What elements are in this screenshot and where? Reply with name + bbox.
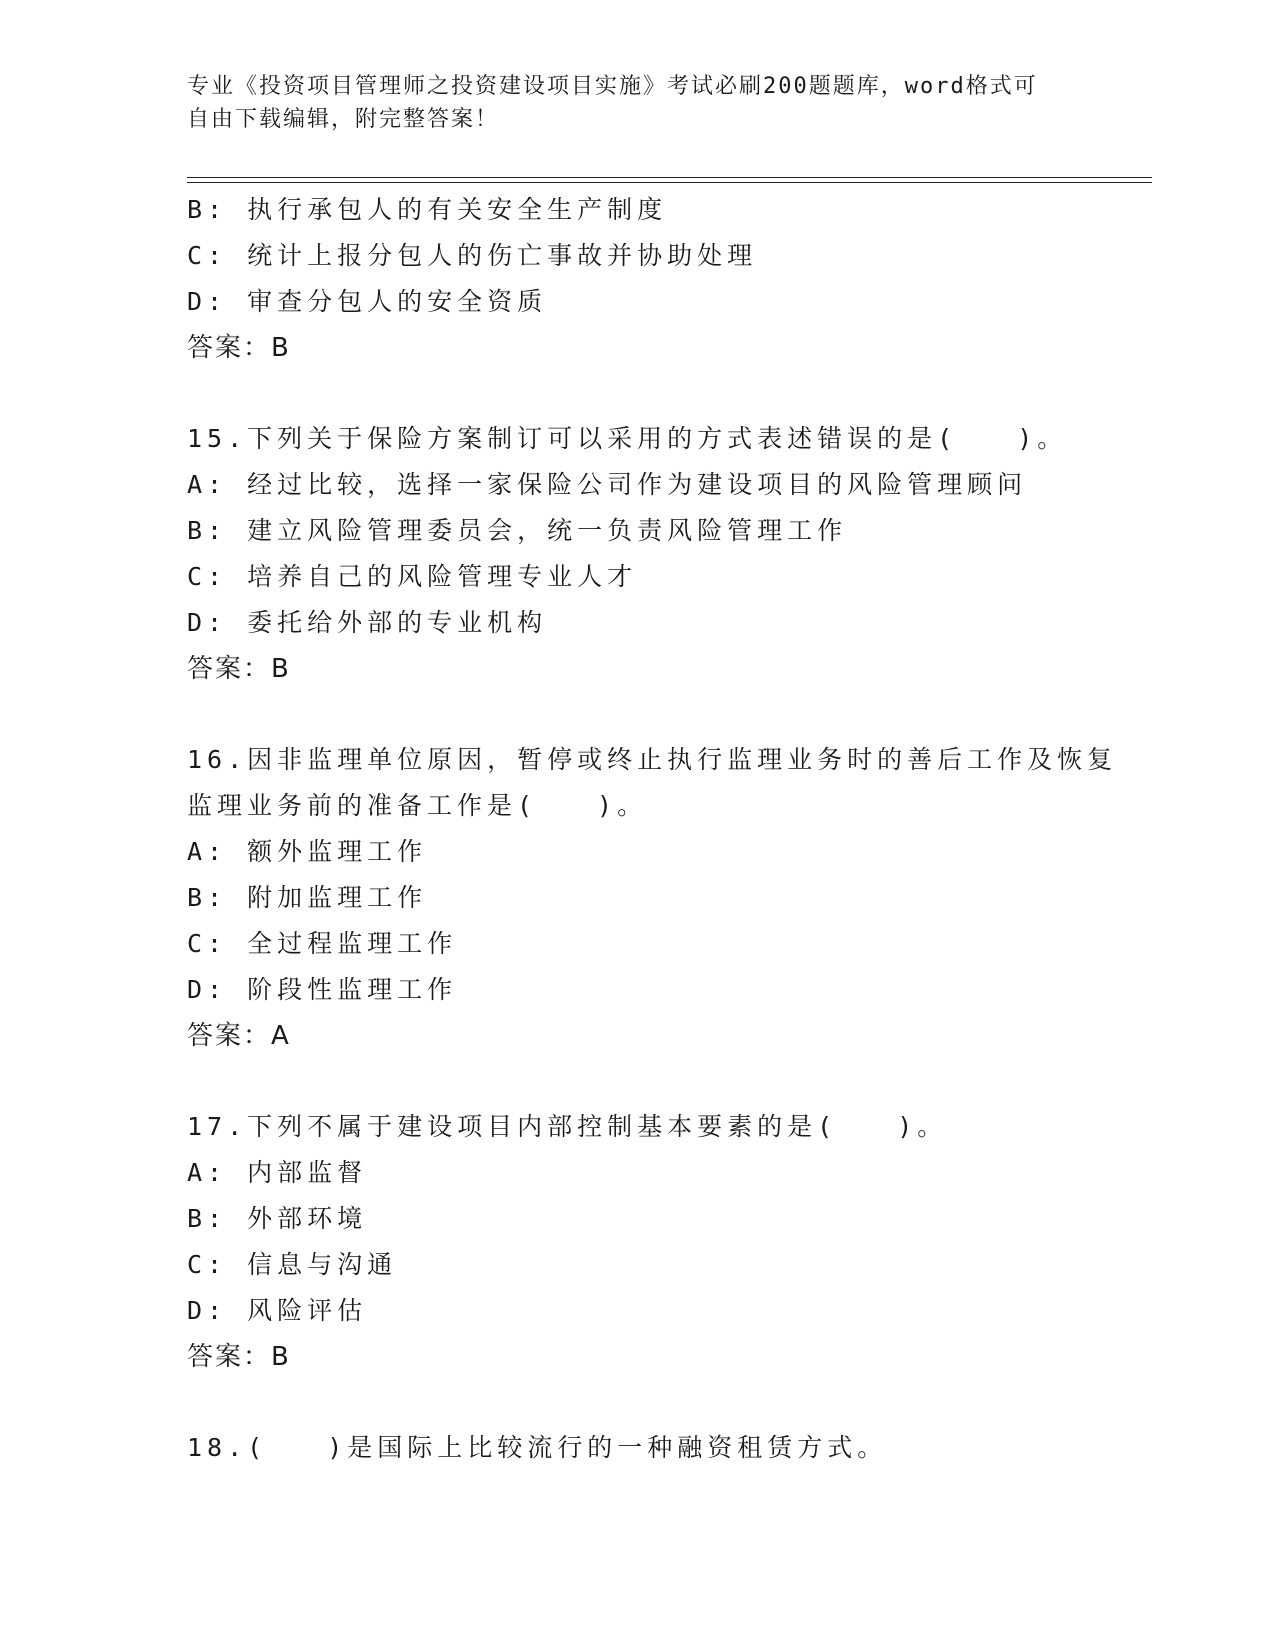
question-list <box>187 187 1147 1471</box>
question-stem-line-1: 16.因非监理单位原因，暂停或终止执行监理业务时的善后工作及恢复 <box>187 745 1118 774</box>
option-c: C: 信息与沟通 <box>187 1250 398 1279</box>
question-stem: 17.下列不属于建设项目内部控制基本要素的是( )。 <box>187 1112 948 1141</box>
answer-line: 答案：B <box>187 654 291 684</box>
document-header <box>187 70 1087 136</box>
option-a: A: 内部监督 <box>187 1158 368 1187</box>
option-b: B: 执行承包人的有关安全生产制度 <box>187 195 668 224</box>
option-b: B: 外部环境 <box>187 1204 368 1233</box>
answer-line: 答案：A <box>187 1021 291 1051</box>
option-b: B: 建立风险管理委员会，统一负责风险管理工作 <box>187 516 848 545</box>
answer-line: 答案：B <box>187 1342 291 1372</box>
header-line-1: 专业《投资项目管理师之投资建设项目实施》考试必刷200题题库，word格式可 <box>187 74 1038 99</box>
option-d: D: 风险评估 <box>187 1296 368 1325</box>
option-d: D: 审查分包人的安全资质 <box>187 287 548 316</box>
question-16 <box>187 737 1147 1059</box>
option-a: A: 额外监理工作 <box>187 837 428 866</box>
option-c: C: 统计上报分包人的伤亡事故并协助处理 <box>187 241 758 270</box>
header-divider-top <box>187 177 1152 178</box>
option-a: A: 经过比较，选择一家保险公司作为建设项目的风险管理顾问 <box>187 470 1028 499</box>
option-d: D: 阶段性监理工作 <box>187 975 458 1004</box>
option-d: D: 委托给外部的专业机构 <box>187 608 548 637</box>
question-14-tail <box>187 187 1147 371</box>
header-divider-bottom <box>187 182 1152 183</box>
question-18 <box>187 1425 1147 1471</box>
question-stem-line-2: 监理业务前的准备工作是( )。 <box>187 791 648 820</box>
question-15 <box>187 416 1147 692</box>
option-b: B: 附加监理工作 <box>187 883 428 912</box>
question-stem: 18.( )是国际上比较流行的一种融资租赁方式。 <box>187 1433 888 1462</box>
header-line-2: 自由下载编辑，附完整答案！ <box>187 107 500 132</box>
question-17 <box>187 1104 1147 1380</box>
question-stem: 15.下列关于保险方案制订可以采用的方式表述错误的是( )。 <box>187 424 1068 453</box>
answer-line: 答案：B <box>187 333 291 363</box>
option-c: C: 培养自己的风险管理专业人才 <box>187 562 638 591</box>
option-c: C: 全过程监理工作 <box>187 929 458 958</box>
